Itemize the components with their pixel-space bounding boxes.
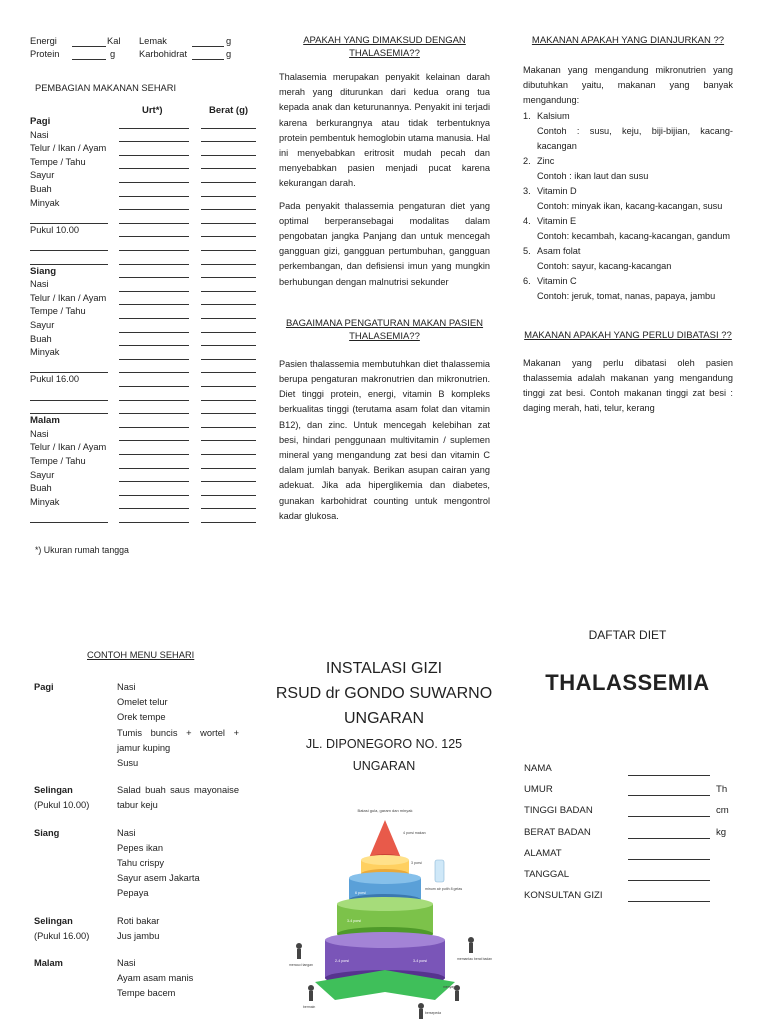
urt-input-line[interactable]	[119, 386, 189, 387]
food-item-label: Tempe / Tahu	[30, 156, 86, 167]
field-label: BERAT BADAN	[524, 826, 591, 838]
item-number: 5.	[523, 245, 531, 256]
meal-row	[30, 470, 54, 484]
patient-field-row	[524, 760, 740, 781]
pyr-label-4: 3-4 porsi	[347, 919, 361, 923]
water-label: minum air putih 8 gelas	[425, 887, 463, 891]
field-label: NAMA	[524, 763, 552, 774]
urt-input-line[interactable]	[119, 209, 189, 210]
berat-input-line[interactable]	[201, 318, 256, 319]
menu-dish: Tahu crispy	[117, 858, 165, 869]
urt-input-line[interactable]	[119, 141, 189, 142]
urt-input-line[interactable]	[119, 264, 189, 265]
meal-row	[30, 320, 54, 334]
menu-dish: Salad buah saus mayonaise tabur keju	[117, 785, 239, 811]
field-label: TANGGAL	[524, 868, 570, 880]
karbo-label: Karbohidrat	[139, 49, 188, 59]
lemak-label: Lemak	[139, 36, 167, 46]
berat-input-line[interactable]	[201, 495, 256, 496]
urt-input-line[interactable]	[119, 128, 189, 129]
person-icon-1	[296, 943, 302, 949]
extra-item-line[interactable]	[30, 400, 108, 401]
meal-row	[30, 347, 59, 361]
field-label: ALAMAT	[524, 847, 562, 859]
section-title: PEMBAGIAN MAKANAN SEHARI	[35, 83, 177, 93]
food-item-label: Sayur	[30, 469, 55, 480]
recommended-item	[523, 154, 733, 184]
urt-input-line[interactable]	[119, 495, 189, 496]
item-example: Contoh: sayur, kacang-kacangan	[537, 260, 672, 271]
food-pyramid-illustration	[285, 800, 493, 1024]
field-label: UMUR	[524, 784, 553, 796]
food-item-label: Nasi	[30, 279, 49, 290]
menu-block	[34, 914, 244, 944]
menu-dish: Nasi	[117, 958, 136, 969]
top-left-panel	[30, 34, 260, 564]
urt-input-line[interactable]	[119, 468, 189, 469]
field-input-line[interactable]	[628, 795, 710, 796]
meal-row	[30, 334, 52, 348]
menu-meal-label: Selingan	[34, 915, 73, 926]
menu-dish: Ayam asam manis	[117, 973, 194, 984]
pyr-label-3: 6 porsi	[355, 891, 366, 895]
food-item-label: Minyak	[30, 197, 60, 208]
item-nutrient: Vitamin C	[537, 275, 577, 286]
menu-dish: Susu	[117, 758, 139, 769]
energi-label: Energi	[30, 36, 57, 46]
urt-input-line[interactable]	[119, 182, 189, 183]
person-icon-5	[418, 1003, 424, 1009]
meal-row	[30, 116, 50, 130]
pyr-label-2: 3 porsi	[411, 861, 422, 865]
menu-dish: Nasi	[117, 682, 136, 692]
patient-field-row	[524, 781, 740, 802]
menu-meal-time: (Pukul 10.00)	[34, 800, 90, 811]
recommended-list	[523, 109, 733, 304]
berat-input-line[interactable]	[201, 440, 256, 441]
berat-input-line[interactable]	[201, 291, 256, 292]
food-item-label: Pukul 16.00	[30, 374, 80, 385]
pyr-label-1: 4 porsi makan	[403, 831, 426, 835]
urt-input-line[interactable]	[119, 427, 189, 428]
recommended-intro: Makanan yang mengandung mikronutrien yang dibutuhkan yaitu, makanan yang banyak mengandung:	[523, 65, 733, 106]
item-nutrient: Zinc	[537, 155, 555, 166]
field-label: TINGGI BADAN	[524, 805, 593, 817]
top-right-panel	[523, 34, 733, 416]
tier5-top	[325, 932, 445, 948]
meal-row	[30, 225, 79, 239]
patient-field-row	[524, 802, 740, 823]
bottom-middle-panel	[272, 656, 496, 777]
item-number: 4.	[523, 215, 531, 226]
meal-row	[30, 456, 86, 470]
menu-dish: Nasi	[117, 827, 136, 838]
paragraph-diet-role: Pada penyakit thalassemia pengaturan diet yang optimal berperansebagai modalitas dalam pengobatan jangka Panjang dan untuk mencegah gangguan gizi, gangguan pertumbuhan, gangguan perkembangan, dan defisiensi imun yang mungkin berhubungan dengan malnutrisi sekunder	[279, 200, 490, 287]
item-example: Contoh : ikan laut dan susu	[537, 170, 649, 181]
person-body-1	[297, 949, 301, 959]
footnote: *) Ukuran rumah tangga	[35, 545, 129, 555]
menu-dish: Tumis buncis + wortel + jamur kuping	[117, 727, 239, 753]
food-item-label: Sayur	[30, 320, 55, 330]
berat-input-line[interactable]	[201, 277, 256, 278]
extra-item-line[interactable]	[30, 372, 108, 373]
food-item-label: Nasi	[30, 428, 49, 439]
food-item-label: Tempe / Tahu	[30, 456, 86, 466]
urt-input-line[interactable]	[119, 155, 189, 156]
food-item-label: Telur / Ikan / Ayam	[30, 442, 107, 453]
meal-row	[30, 442, 106, 456]
menu-meal-label: Selingan	[34, 785, 73, 796]
berat-input-line[interactable]	[201, 209, 256, 210]
menu-meal-time: (Pukul 16.00)	[34, 930, 90, 941]
berat-input-line[interactable]	[201, 168, 256, 169]
field-input-line[interactable]	[628, 880, 710, 881]
food-item-label: Buah	[30, 184, 52, 194]
food-item-label: Tempe / Tahu	[30, 306, 86, 317]
paragraph-regulation: Pasien thalassemia membutuhkan diet thalassemia berupa pengaturan makronutrien dan mikronutrien. Diet tinggi protein, energi, vitamin B kompleks berkualitas tinggi (terutama asam folat dan vitamin B12), dan zinc. Untuk mencegah kelebihan zat besi, hindari penggunaan multivitamin / suplemen mineral yang mengandung zat besi dan vitamin C dalam jumlah banyak. Berikan asupan cairan yang adekuat. Jika ada hiperglikemia dan diabetes, gunakan karbohidrat counting untuk mengontrol kadar glukosa.	[279, 358, 490, 521]
patient-field-row	[524, 824, 740, 845]
field-input-line[interactable]	[628, 859, 710, 860]
energi-unit: Kal	[107, 36, 121, 46]
diet-title: THALASSEMIA	[545, 670, 710, 695]
urt-input-line[interactable]	[119, 508, 189, 509]
meal-time-label: Pagi	[30, 116, 51, 127]
urt-input-line[interactable]	[119, 400, 189, 401]
urt-input-line[interactable]	[119, 413, 189, 414]
protein-row	[30, 49, 59, 59]
berat-input-line[interactable]	[201, 236, 256, 237]
item-example: Contoh: kecambah, kacang-kacangan, gandum	[537, 230, 731, 241]
recommended-item	[523, 184, 733, 214]
food-item-label: Nasi	[30, 129, 49, 140]
item-number: 3.	[523, 185, 531, 196]
patient-field-row	[524, 845, 740, 866]
urt-input-line[interactable]	[119, 481, 189, 482]
col-urt: Urt*)	[142, 105, 163, 116]
extra-item-line[interactable]	[30, 264, 108, 265]
lemak-line[interactable]	[192, 46, 224, 47]
person-body-4	[455, 991, 459, 1001]
menu-meal-label: Siang	[34, 827, 60, 838]
patient-fields	[524, 760, 740, 908]
menu-dish: Orek tempe	[117, 712, 166, 723]
meal-row	[30, 143, 106, 157]
act-label-3: bermain	[303, 1005, 316, 1009]
institution-line2: RSUD dr GONDO SUWARNO	[275, 685, 493, 702]
act-label-4: menyapu	[443, 985, 457, 989]
act-label-5: bersepeda	[425, 1011, 442, 1015]
institution-line1: INSTALASI GIZI	[325, 660, 443, 677]
paragraph-definition: Thalasemia merupakan penyakit kelainan darah merah yang diturunkan dari kedua orang tua kepada anak dan keturunannya. Penyakit ini terjadi karena berkurangnya atau tidak terbentuknya protein pembentuk hemoglobin utama manusia. Hal ini menyebabkan eritrosit mudah pecah dan menyebabkan pasien menjadi pucat karena kekurangan darah.	[279, 72, 490, 189]
diet-subtitle: DAFTAR DIET	[588, 628, 667, 642]
menu-dish: Tempe bacem	[117, 988, 176, 999]
item-example: Contoh: minyak ikan, kacang-kacangan, susu	[537, 200, 723, 211]
extra-item-line[interactable]	[30, 250, 108, 251]
person-body-2	[469, 943, 473, 953]
meal-row	[30, 157, 86, 171]
menu-block	[34, 826, 244, 902]
limited-paragraph: Makanan yang perlu dibatasi oleh pasien thalassemia adalah makanan yang mengandung tinggi zat besi. Contoh makanan tinggi zat besi : daging merah, hati, telur, kerang	[523, 357, 733, 414]
heading-recommended: MAKANAN APAKAH YANG DIANJURKAN ??	[531, 35, 725, 46]
urt-input-line[interactable]	[119, 440, 189, 441]
address-line2: UNGARAN	[352, 759, 416, 773]
item-nutrient: Asam folat	[537, 245, 581, 256]
pyr-label-5: 2-4 porsi	[335, 959, 349, 963]
protein-label: Protein	[30, 49, 60, 59]
karbo-unit: g	[226, 49, 232, 59]
recommended-item	[523, 274, 733, 304]
col-berat: Berat (g)	[209, 105, 249, 116]
act-label-1: mencuci tangan	[289, 963, 313, 967]
menu-block	[34, 783, 244, 813]
field-unit: cm	[716, 805, 729, 817]
berat-input-line[interactable]	[201, 182, 256, 183]
menu-meal-label: Pagi	[34, 682, 54, 692]
berat-input-line[interactable]	[201, 386, 256, 387]
food-item-label: Pukul 10.00	[30, 224, 80, 235]
berat-input-line[interactable]	[201, 359, 256, 360]
person-body-5	[419, 1009, 423, 1019]
meal-row	[30, 130, 49, 144]
urt-input-line[interactable]	[119, 304, 189, 305]
person-icon-2	[468, 937, 474, 943]
recommended-item	[523, 214, 733, 244]
urt-input-line[interactable]	[119, 250, 189, 251]
urt-input-line[interactable]	[119, 223, 189, 224]
menu-dish: Jus jambu	[117, 930, 160, 941]
urt-input-line[interactable]	[119, 522, 189, 523]
urt-input-line[interactable]	[119, 359, 189, 360]
food-item-label: Buah	[30, 333, 52, 344]
meal-row	[30, 429, 49, 443]
item-nutrient: Kalsium	[537, 110, 570, 121]
act-label-2: memantau berat badan	[457, 957, 493, 961]
berat-input-line[interactable]	[201, 223, 256, 224]
berat-input-line[interactable]	[201, 522, 256, 523]
food-item-label: Minyak	[30, 347, 60, 358]
food-item-label: Telur / Ikan / Ayam	[30, 143, 107, 154]
meal-row	[30, 198, 59, 212]
meal-row	[30, 184, 52, 198]
extra-item-line[interactable]	[30, 522, 108, 523]
berat-input-line[interactable]	[201, 427, 256, 428]
berat-input-line[interactable]	[201, 128, 256, 129]
meal-row	[30, 306, 86, 320]
item-number: 1.	[523, 110, 531, 121]
urt-input-line[interactable]	[119, 291, 189, 292]
berat-input-line[interactable]	[201, 345, 256, 346]
recommended-item	[523, 109, 733, 154]
berat-input-line[interactable]	[201, 155, 256, 156]
person-icon-3	[308, 985, 314, 991]
item-example: Contoh : susu, keju, biji-bijian, kacang-kacangan	[537, 125, 733, 151]
berat-input-line[interactable]	[201, 413, 256, 414]
menu-block	[34, 680, 244, 771]
patient-field-row	[524, 866, 740, 887]
meal-row	[30, 170, 54, 184]
food-item-label: Minyak	[30, 496, 60, 507]
urt-input-line[interactable]	[119, 196, 189, 197]
tier3-top	[349, 872, 421, 884]
menu-list	[34, 680, 244, 1014]
field-label: KONSULTAN GIZI	[524, 890, 603, 902]
item-nutrient: Vitamin D	[537, 185, 577, 196]
pyramid-top-label: Batasi gula, garam dan minyak	[357, 808, 413, 813]
energi-row	[30, 36, 57, 46]
menu-meal-label: Malam	[34, 958, 63, 969]
food-item-label: Sayur	[30, 170, 55, 181]
berat-input-line[interactable]	[201, 250, 256, 251]
field-input-line[interactable]	[628, 816, 710, 817]
berat-input-line[interactable]	[201, 454, 256, 455]
address-line1: JL. DIPONEGORO NO. 125	[305, 737, 463, 751]
urt-input-line[interactable]	[119, 332, 189, 333]
lemak-unit: g	[226, 36, 232, 46]
meal-time-label: Siang	[30, 265, 57, 277]
urt-input-line[interactable]	[119, 372, 189, 373]
item-example: Contoh: jeruk, tomat, nanas, papaya, jambu	[537, 290, 716, 301]
pyr-label-6: 3-4 porsi	[413, 959, 427, 963]
berat-input-line[interactable]	[201, 372, 256, 373]
berat-input-line[interactable]	[201, 468, 256, 469]
menu-dish: Pepaya	[117, 888, 149, 899]
person-body-3	[309, 991, 313, 1001]
menu-dish: Roti bakar	[117, 915, 160, 926]
urt-input-line[interactable]	[119, 277, 189, 278]
berat-input-line[interactable]	[201, 264, 256, 265]
urt-input-line[interactable]	[119, 454, 189, 455]
menu-dish: Pepes ikan	[117, 842, 163, 853]
heading-how-to: BAGAIMANA PENGATURAN MAKAN PASIEN THALASEMIA??	[285, 317, 484, 342]
berat-input-line[interactable]	[201, 481, 256, 482]
meal-row	[30, 374, 79, 388]
meal-row	[30, 497, 59, 511]
meal-row	[30, 266, 56, 280]
berat-input-line[interactable]	[201, 400, 256, 401]
meal-row	[30, 483, 52, 497]
tier2-top	[361, 855, 409, 865]
pyramid-top-sugar	[369, 820, 401, 858]
field-input-line[interactable]	[628, 775, 710, 776]
menu-dish: Sayur asem Jakarta	[117, 873, 200, 884]
berat-input-line[interactable]	[201, 304, 256, 305]
institution-line3: UNGARAN	[343, 710, 424, 727]
menu-dish: Omelet telur	[117, 697, 168, 708]
heading-limited: MAKANAN APAKAH YANG PERLU DIBATASI ??	[524, 329, 732, 341]
meal-division-table	[30, 116, 260, 556]
energi-line[interactable]	[72, 46, 106, 47]
urt-input-line[interactable]	[119, 168, 189, 169]
heading-what-is: APAKAH YANG DIMAKSUD DENGAN THALASEMIA??	[303, 35, 466, 59]
field-input-line[interactable]	[628, 901, 710, 902]
item-nutrient: Vitamin E	[537, 215, 577, 226]
menu-block	[34, 956, 244, 1002]
recommended-item	[523, 244, 733, 274]
food-item-label: Buah	[30, 483, 52, 494]
urt-input-line[interactable]	[119, 345, 189, 346]
field-unit: Th	[716, 784, 728, 796]
field-unit: kg	[716, 826, 727, 838]
berat-input-line[interactable]	[201, 508, 256, 509]
berat-input-line[interactable]	[201, 332, 256, 333]
menu-title: CONTOH MENU SEHARI	[87, 650, 195, 660]
karbo-line[interactable]	[192, 59, 224, 60]
tier4-top	[337, 897, 433, 911]
urt-input-line[interactable]	[119, 318, 189, 319]
protein-unit: g	[110, 49, 116, 59]
extra-item-line[interactable]	[30, 223, 108, 224]
meal-row	[30, 293, 106, 307]
meal-row	[30, 279, 49, 293]
meal-row	[30, 415, 60, 429]
patient-field-row	[524, 887, 740, 908]
protein-line[interactable]	[72, 59, 106, 60]
berat-input-line[interactable]	[201, 196, 256, 197]
item-number: 6.	[523, 275, 531, 286]
water-bottle-icon	[435, 860, 444, 882]
top-middle-panel	[279, 34, 490, 524]
field-input-line[interactable]	[628, 838, 710, 839]
berat-input-line[interactable]	[201, 141, 256, 142]
meal-time-label: Malam	[30, 415, 60, 427]
urt-input-line[interactable]	[119, 236, 189, 237]
item-number: 2.	[523, 155, 531, 166]
food-item-label: Telur / Ikan / Ayam	[30, 292, 107, 303]
extra-item-line[interactable]	[30, 413, 108, 414]
